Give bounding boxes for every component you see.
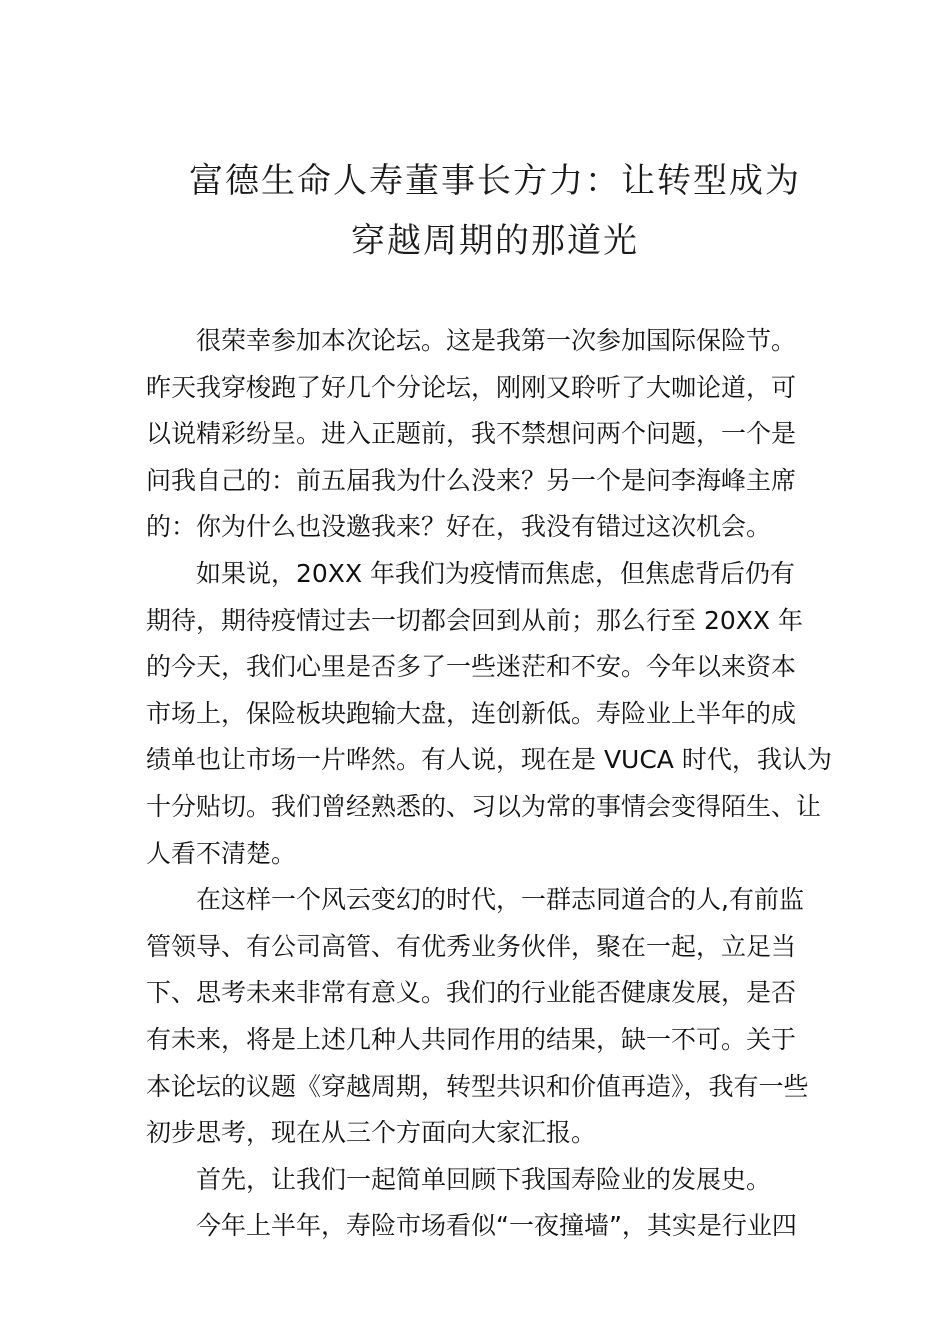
body-text-line: 的今天，我们心里是否多了一些迷茫和不安。今年以来资本: [146, 652, 797, 682]
body-text-line: 今年上半年，寿险市场看似“一夜撞墙”，其实是行业四: [196, 1211, 797, 1241]
body-text-line: 绩单也让市场一片哗然。有人说，现在是 VUCA 时代，我认为: [146, 745, 832, 775]
body-text-line: 人看不清楚。: [146, 838, 297, 868]
body-text-line: 下、思考未来非常有意义。我们的行业能否健康发展，是否: [146, 978, 797, 1008]
document-title-line-1: 富德生命人寿董事长方力：让转型成为: [189, 161, 801, 201]
body-text-line: 十分贴切。我们曾经熟悉的、习以为常的事情会变得陌生、让: [146, 791, 822, 821]
body-text-line: 市场上，保险板块跑输大盘，连创新低。寿险业上半年的成: [146, 698, 797, 728]
body-text-line: 在这样一个风云变幻的时代，一群志同道合的人,有前监: [196, 885, 804, 915]
body-text-line: 管领导、有公司高管、有优秀业务伙伴，聚在一起，立足当: [146, 931, 797, 961]
body-text-line: 问我自己的：前五届我为什么没来？另一个是问李海峰主席: [146, 465, 797, 495]
body-text-line: 有未来，将是上述几种人共同作用的结果，缺一不可。关于: [146, 1024, 797, 1054]
body-text-line: 昨天我穿梭跑了好几个分论坛，刚刚又聆听了大咖论道，可: [146, 372, 797, 402]
body-text-line: 初步思考，现在从三个方面向大家汇报。: [146, 1118, 597, 1148]
body-text-line: 的：你为什么也没邀我来？好在，我没有错过这次机会。: [146, 512, 772, 542]
body-text-line: 很荣幸参加本次论坛。这是我第一次参加国际保险节。: [196, 326, 797, 355]
document-title-line-2: 穿越周期的那道光: [351, 221, 639, 261]
body-text-line: 本论坛的议题《穿越周期，转型共识和价值再造》，我有一些: [146, 1071, 809, 1101]
body-text-line: 首先，让我们一起简单回顾下我国寿险业的发展史。: [196, 1164, 772, 1194]
body-text-line: 以说精彩纷呈。进入正题前，我不禁想问两个问题，一个是: [146, 419, 797, 449]
document-body: [146, 318, 832, 1250]
body-text-line: 期待，期待疫情过去一切都会回到从前；那么行至 20XX 年: [146, 605, 803, 635]
body-text-line: 如果说，20XX 年我们为疫情而焦虑，但焦虑背后仍有: [196, 558, 796, 588]
